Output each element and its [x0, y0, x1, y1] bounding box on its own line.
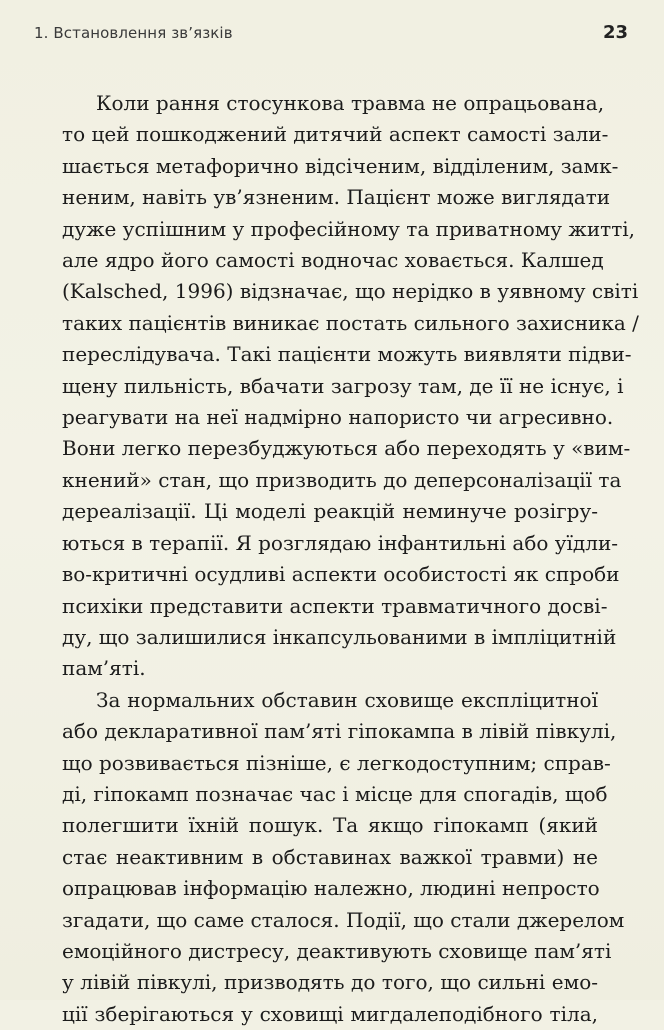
text-line: неним, навіть ув’язненим. Пацієнт може виглядати: [62, 185, 611, 210]
text-line: стає неактивним в обставинах важкої травми) не: [62, 844, 598, 869]
text-line: але ядро його самості водночас ховається. Калшед: [62, 248, 604, 273]
text-line: що розвивається пізніше, є легкодоступним; справ-: [62, 750, 611, 775]
text-line: ються в терапії. Я розглядаю інфантильні або уїдли-: [62, 530, 619, 555]
text-line: переслідувача. Такі пацієнти можуть виявляти підви-: [62, 342, 632, 367]
text-line: (Kalsched, 1996) відзначає, що нерідко в уявному світі: [62, 279, 639, 304]
text-line: або декларативної пам’яті гіпокампа в лівій півкулі,: [62, 719, 617, 744]
text-line: кнений» стан, що призводить до деперсоналізації та: [62, 467, 622, 492]
text-line: полегшити їхній пошук. Та якщо гіпокамп (який: [62, 813, 598, 838]
text-line: щену пильність, вбачати загрозу там, де її не існує, і: [62, 373, 624, 398]
text-line: дуже успішним у професійному та приватному житті,: [62, 216, 636, 241]
text-line: психіки представити аспекти травматичного досві-: [62, 593, 608, 618]
text-line: Вони легко перезбуджуються або переходять у «вим-: [62, 436, 631, 461]
text-line: во-критичні осудливі аспекти особистості як спроби: [62, 562, 620, 587]
text-line: емоційного дистресу, деактивують сховище пам’яті: [62, 938, 612, 963]
text-line: у лівій півкулі, призводять до того, що сильні емо-: [62, 970, 598, 995]
page-number: 23: [602, 22, 628, 43]
text-line: ції зберігаються у сховищі мигдалеподібного тіла,: [62, 1001, 598, 1026]
text-line: За нормальних обставин сховище експліцитної: [96, 687, 598, 712]
text-line: таких пацієнтів виникає постать сильного захисника /: [62, 310, 639, 335]
paragraph-1: [62, 88, 639, 685]
text-line: шається метафорично відсіченим, відділеним, замк-: [62, 153, 619, 178]
text-line: реагувати на неї надмірно напористо чи агресивно.: [62, 405, 614, 430]
text-line: Коли рання стосункова травма не опрацьована,: [96, 91, 605, 115]
text-line: ду, що залишилися інкапсульованими в імпліцитній: [62, 624, 617, 649]
running-head: 1. Встановлення зв’язків: [34, 24, 233, 42]
text-line: ді, гіпокамп позначає час і місце для спогадів, щоб: [62, 781, 608, 806]
body-text: [62, 88, 639, 1030]
paragraph-2: [62, 685, 625, 1030]
text-line: дереалізації. Ці моделі реакцій неминуче розігру-: [62, 499, 598, 524]
text-line: згадати, що саме сталося. Події, що стали джерелом: [62, 907, 625, 932]
text-line: опрацював інформацію належно, людині непросто: [62, 876, 600, 901]
text-line: пам’яті.: [62, 656, 146, 681]
text-line: то цей пошкоджений дитячий аспект самості зали-: [62, 122, 609, 147]
